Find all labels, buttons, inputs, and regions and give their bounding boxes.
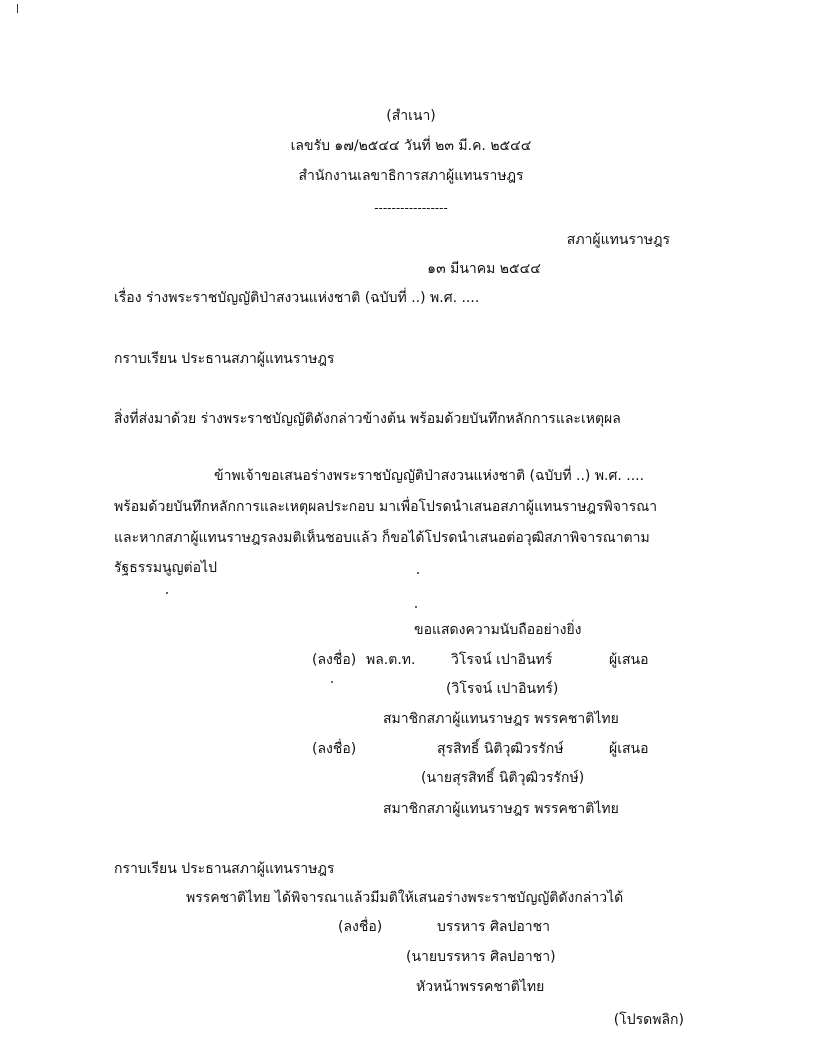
- subject: เรื่อง ร่างพระราชบัญญัติป่าสงวนแห่งชาติ (ฉบับที่ ..) พ.ศ. ....: [114, 290, 480, 306]
- endorsement-text: พรรคชาติไทย ได้พิจารณาแล้วมีมติให้เสนอร่างพระราชบัญญัติดังกล่าวได้: [186, 890, 624, 906]
- signer-rank: พล.ต.ท.: [366, 652, 416, 668]
- body-line: และหากสภาผู้แทนราษฎรลงมติเห็นชอบแล้ว ก็ขอได้โปรดนำเสนอต่อวุฒิสภาพิจารณาตาม: [114, 530, 650, 546]
- separator: -----------------: [374, 201, 448, 215]
- scan-speck: [331, 681, 333, 683]
- signer-position: สมาชิกสภาผู้แทนราษฎร พรรคชาติไทย: [383, 801, 619, 817]
- endorsement-position: หัวหน้าพรรคชาติไทย: [416, 979, 545, 995]
- scan-speck: [166, 592, 168, 594]
- body-line: รัฐธรรมนูญต่อไป: [114, 560, 217, 576]
- scan-speck: [415, 606, 417, 608]
- signer-position: สมาชิกสภาผู้แทนราษฎร พรรคชาติไทย: [383, 711, 619, 727]
- signer-name: สุรสิทธิ์ นิติวุฒิวรรักษ์: [437, 741, 564, 757]
- signer-printed-name: (วิโรจน์ เปาอินทร์): [446, 681, 559, 697]
- sender: สภาผู้แทนราษฎร: [566, 232, 670, 248]
- signer-name: วิโรจน์ เปาอินทร์: [451, 652, 553, 668]
- sign-label: (ลงชื่อ): [312, 652, 357, 668]
- body-line: ข้าพเจ้าขอเสนอร่างพระราชบัญญัติป่าสงวนแห่งชาติ (ฉบับที่ ..) พ.ศ. ....: [214, 468, 645, 484]
- letter-date: ๑๓ มีนาคม ๒๕๔๔: [427, 261, 541, 277]
- signer-printed-name: (นายสุรสิทธิ์ นิติวุฒิวรรักษ์): [421, 770, 585, 786]
- scan-mark: [17, 4, 18, 13]
- sign-label: (ลงชื่อ): [312, 741, 357, 757]
- salutation: กราบเรียน ประธานสภาผู้แทนราษฎร: [114, 351, 335, 367]
- copy-label: (สำเนา): [386, 108, 436, 124]
- office-name: สำนักงานเลขาธิการสภาผู้แทนราษฎร: [298, 168, 524, 184]
- turn-over-note: (โปรดพลิก): [613, 1012, 684, 1028]
- signer-role: ผู้เสนอ: [609, 652, 649, 668]
- endorsement-salutation: กราบเรียน ประธานสภาผู้แทนราษฎร: [114, 861, 335, 877]
- endorsement-printed-name: (นายบรรหาร ศิลปอาชา): [406, 949, 556, 965]
- scan-speck: [417, 572, 419, 574]
- body-line: พร้อมด้วยบันทึกหลักการและเหตุผลประกอบ มาเพื่อโปรดนำเสนอสภาผู้แทนราษฎรพิจารณา: [114, 499, 658, 515]
- received-line: เลขรับ ๑๗/๒๕๔๔ วันที่ ๒๓ มี.ค. ๒๕๔๔: [290, 138, 532, 154]
- endorsement-sign-label: (ลงชื่อ): [338, 919, 383, 935]
- signer-role: ผู้เสนอ: [609, 741, 649, 757]
- endorsement-name: บรรหาร ศิลปอาชา: [437, 919, 550, 935]
- enclosure: สิ่งที่ส่งมาด้วย ร่างพระราชบัญญัติดังกล่าวข้างต้น พร้อมด้วยบันทึกหลักการและเหตุผล: [114, 411, 621, 427]
- closing: ขอแสดงความนับถืออย่างยิ่ง: [414, 622, 582, 638]
